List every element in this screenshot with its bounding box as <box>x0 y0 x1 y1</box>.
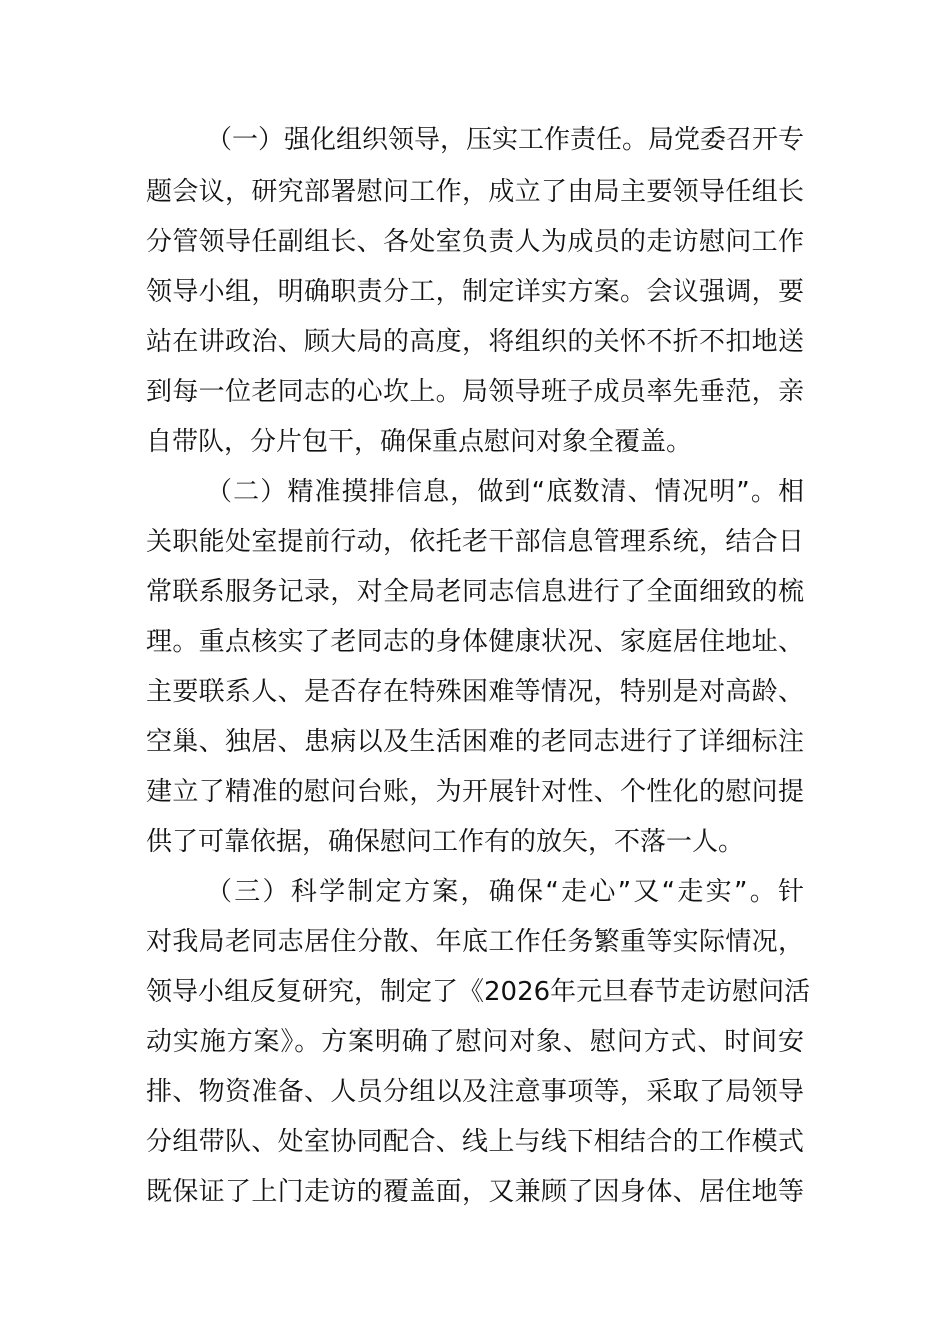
paragraph-1-line-7: 自带队，分片包干，确保重点慰问对象全覆盖。 <box>146 427 693 457</box>
paragraph-2-line-3: 常联系服务记录，对全局老同志信息进行了全面细致的梳 <box>146 577 804 607</box>
paragraph-3-line-1: （三）科学制定方案，确保“走心”又“走实”。针 <box>206 877 804 907</box>
paragraph-1-line-2: 题会议，研究部署慰问工作，成立了由局主要领导任组长 <box>146 177 804 207</box>
paragraph-1-line-5: 站在讲政治、顾大局的高度，将组织的关怀不折不扣地送 <box>146 327 804 357</box>
paragraph-2-line-8: 供了可靠依据，确保慰问工作有的放矢，不落一人。 <box>146 827 745 857</box>
paragraph-2-line-2: 关职能处室提前行动，依托老干部信息管理系统，结合日 <box>146 527 804 557</box>
paragraph-3-line-3: 领导小组反复研究，制定了《2026年元旦春节走访慰问活 <box>146 977 811 1007</box>
paragraph-1-line-4: 领导小组，明确职责分工，制定详实方案。会议强调，要 <box>146 277 804 307</box>
paragraph-1-line-6: 到每一位老同志的心坎上。局领导班子成员率先垂范，亲 <box>146 377 804 407</box>
paragraph-2-line-4: 理。重点核实了老同志的身体健康状况、家庭居住地址、 <box>146 627 804 657</box>
paragraph-2-line-6: 空巢、独居、患病以及生活困难的老同志进行了详细标注 <box>146 727 804 757</box>
paragraph-3-line-6: 分组带队、处室协同配合、线上与线下相结合的工作模式 <box>146 1127 804 1157</box>
paragraph-1-line-3: 分管领导任副组长、各处室负责人为成员的走访慰问工作 <box>146 227 804 257</box>
paragraph-1-line-1: （一）强化组织领导，压实工作责任。局党委召开专 <box>206 125 805 155</box>
paragraph-2-line-7: 建立了精准的慰问台账，为开展针对性、个性化的慰问提 <box>146 777 804 807</box>
paragraph-3-line-2: 对我局老同志居住分散、年底工作任务繁重等实际情况， <box>146 927 804 957</box>
paragraph-2-line-1: （二）精准摸排信息，做到“底数清、情况明”。相 <box>206 477 804 507</box>
paragraph-3-line-5: 排、物资准备、人员分组以及注意事项等，采取了局领导 <box>146 1077 804 1107</box>
paragraph-3-line-4: 动实施方案》。方案明确了慰问对象、慰问方式、时间安 <box>146 1027 804 1057</box>
paragraph-2-line-5: 主要联系人、是否存在特殊困难等情况，特别是对高龄、 <box>146 677 804 707</box>
paragraph-3-line-7: 既保证了上门走访的覆盖面，又兼顾了因身体、居住地等 <box>146 1177 804 1207</box>
